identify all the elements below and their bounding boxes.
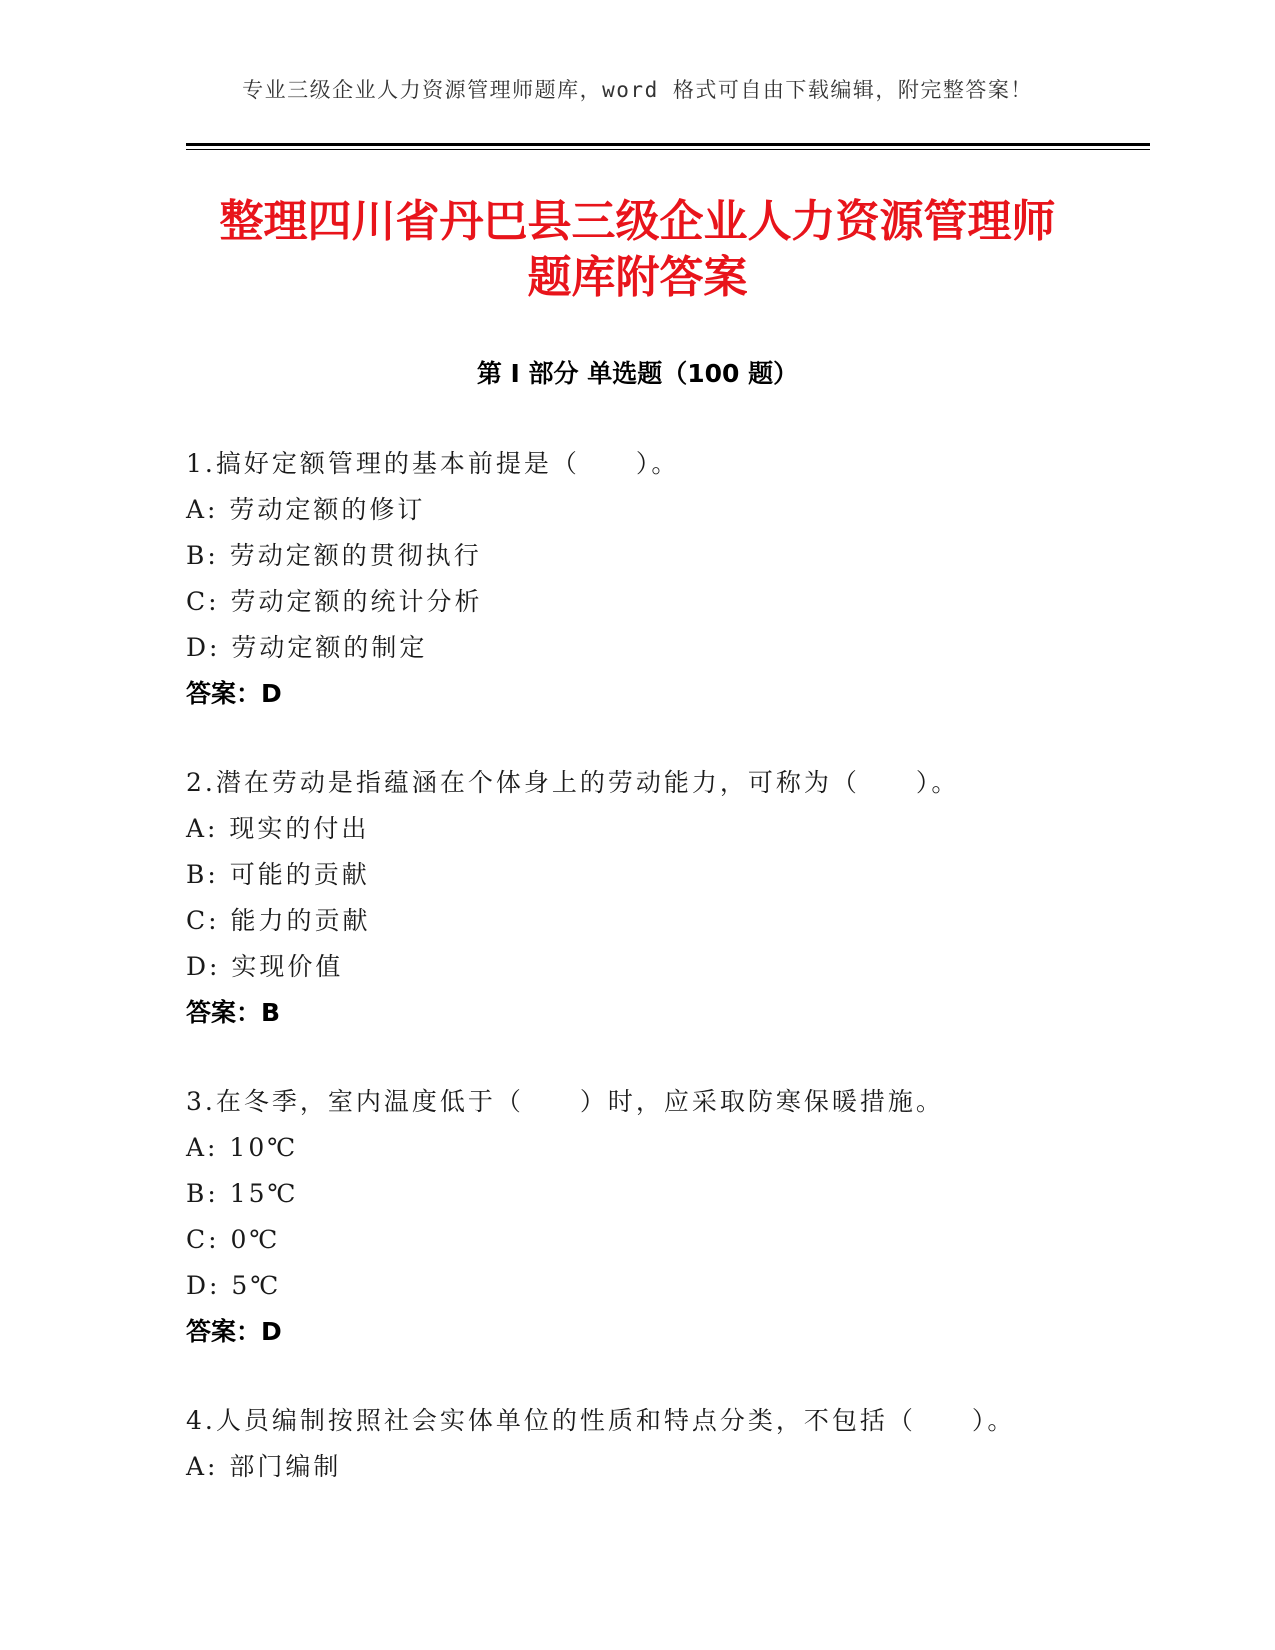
option-c: C: 能力的贡献 — [186, 906, 371, 935]
question-stem: 1.搞好定额管理的基本前提是（ ）。 — [186, 449, 680, 478]
question-2 — [186, 760, 1116, 1036]
answer: 答案：D — [186, 679, 282, 708]
option-d: D: 劳动定额的制定 — [186, 633, 428, 662]
document-title — [150, 194, 1125, 306]
header-rule-thick — [186, 143, 1150, 146]
option-a: A: 部门编制 — [186, 1452, 342, 1481]
question-list — [186, 441, 1116, 1533]
question-stem: 2.潜在劳动是指蕴涵在个体身上的劳动能力，可称为（ ）。 — [186, 768, 960, 797]
question-stem: 3.在冬季，室内温度低于（ ）时，应采取防寒保暖措施。 — [186, 1087, 944, 1116]
question-4 — [186, 1398, 1116, 1490]
option-d: D: 实现价值 — [186, 952, 344, 981]
option-d: D: 5℃ — [186, 1271, 282, 1300]
document-title-line-1: 整理四川省丹巴县三级企业人力资源管理师 — [219, 196, 1056, 247]
option-a: A: 10℃ — [186, 1133, 299, 1162]
option-b: B: 劳动定额的贯彻执行 — [186, 541, 482, 570]
question-stem: 4.人员编制按照社会实体单位的性质和特点分类，不包括（ ）。 — [186, 1406, 1016, 1435]
document-title-line-2: 题库附答案 — [527, 252, 748, 303]
option-a: A: 劳动定额的修订 — [186, 495, 426, 524]
question-3 — [186, 1079, 1116, 1355]
answer: 答案：D — [186, 1317, 282, 1346]
option-c: C: 0℃ — [186, 1225, 281, 1254]
question-1 — [186, 441, 1116, 717]
header-rule-thin — [186, 149, 1150, 150]
answer: 答案：B — [186, 998, 281, 1027]
header-note: 专业三级企业人力资源管理师题库，word 格式可自由下载编辑，附完整答案！ — [242, 78, 1033, 102]
section-heading: 第 I 部分 单选题（100 题） — [476, 359, 799, 388]
option-b: B: 15℃ — [186, 1179, 299, 1208]
option-c: C: 劳动定额的统计分析 — [186, 587, 483, 616]
option-b: B: 可能的贡献 — [186, 860, 370, 889]
option-a: A: 现实的付出 — [186, 814, 370, 843]
